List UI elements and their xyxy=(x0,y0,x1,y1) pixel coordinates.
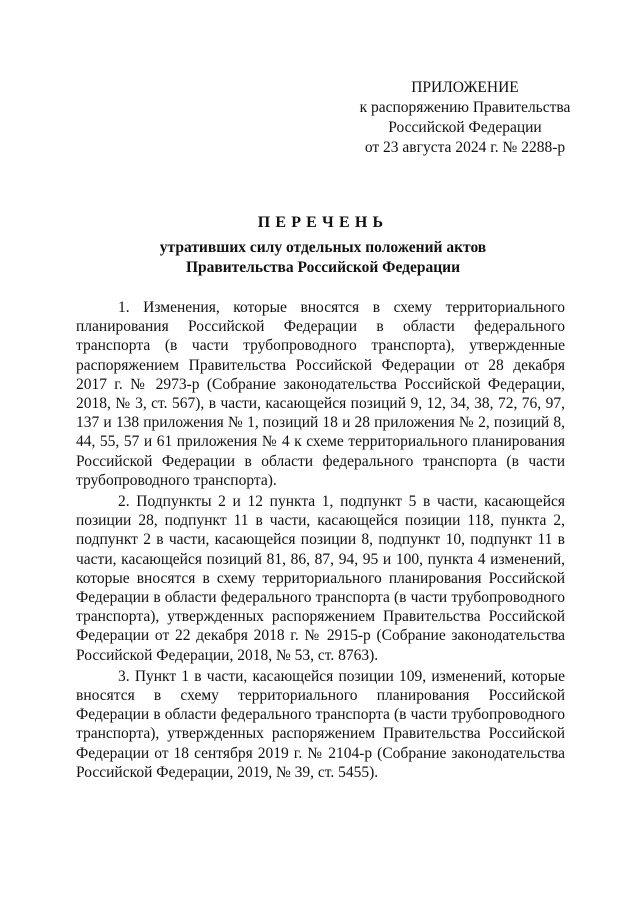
subtitle-line-1: утративших силу отдельных положений актов xyxy=(159,239,487,256)
appendix-authority: Российской Федерации xyxy=(388,119,542,136)
subtitle-line-2: Правительства Российской Федерации xyxy=(185,259,461,276)
document-title: ПЕРЕЧЕНЬ xyxy=(257,214,389,231)
paragraph-3: 3. Пункт 1 в части, касающейся позиции 109, изменений, которые вносятся в схему территориального планирования Российской Федерации в области федерального транспорта (в части трубопроводного транспорта), утвержденных распоряжением Правительства Российской Федерации от 18 сентября 2019 г. № 2104-р (Собрание законодательства Российской Федерации, 2019, № 39, ст. 5455). xyxy=(76,667,565,781)
appendix-label: ПРИЛОЖЕНИЕ xyxy=(411,79,519,96)
document-body xyxy=(76,298,565,784)
appendix-order-ref: к распоряжению Правительства xyxy=(359,99,571,116)
appendix-header xyxy=(330,78,600,158)
appendix-date-number: от 23 августа 2024 г. № 2288-р xyxy=(364,139,566,156)
paragraph-2: 2. Подпункты 2 и 12 пункта 1, подпункт 5 в части, касающейся позиции 28, подпункт 11 в части, касающейся позиции 118, пункта 2, подпункт 2 в части, касающейся позиции 8, подпункт 10, подпункт 11 в части, касающейся позиций 81, 86, 87, 94, 95 и 100, пункта 4 изменений, которые вносятся в схему территориального планирования Российской Федерации в области федерального транспорта (в части трубопроводного транспорта), утвержденных распоряжением Правительства Российской Федерации от 22 декабря 2018 г. № 2915-р (Собрание законодательства Российской Федерации, 2018, № 53, ст. 8763). xyxy=(76,493,565,664)
paragraph-1: 1. Изменения, которые вносятся в схему территориального планирования Российской Федерации в области федерального транспорта (в части трубопроводного транспорта), утвержденные распоряжением Правительства Российской Федерации от 28 декабря 2017 г. № 2973-р (Собрание законодательства Российской Федерации, 2018, № 3, ст. 567), в части, касающейся позиций 9, 12, 34, 38, 72, 76, 97, 137 и 138 приложения № 1, позиций 18 и 28 приложения № 2, позиций 8, 44, 55, 57 и 61 приложения № 4 к схеме территориального планирования Российской Федерации в области федерального транспорта (в части трубопроводного транспорта). xyxy=(76,299,565,489)
document-subtitle xyxy=(0,238,640,278)
